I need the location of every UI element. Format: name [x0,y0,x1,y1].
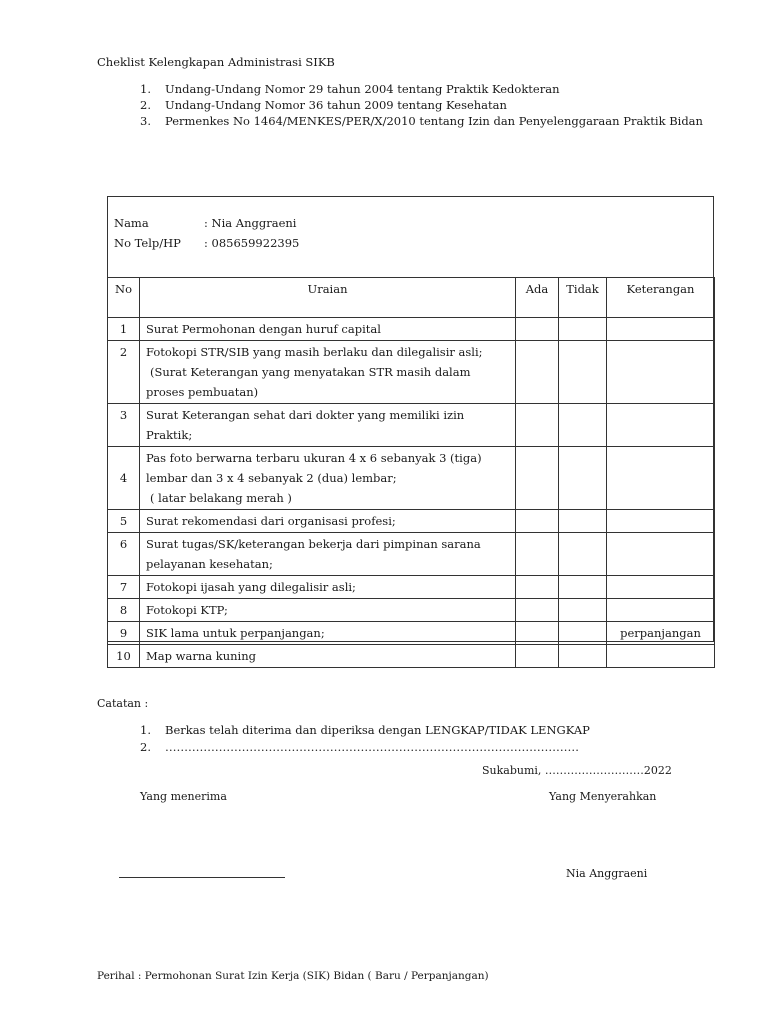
table-row [108,318,715,341]
name-value: : Nia Anggraeni [204,216,297,230]
row-keterangan [607,599,715,622]
row-number: 9 [108,622,140,645]
tidak-checkbox-cell[interactable] [559,341,607,404]
regulation-item [140,113,710,129]
ada-checkbox-cell[interactable] [516,599,559,622]
table-row [108,341,715,404]
description-line: lembar dan 3 x 4 sebanyak 2 (dua) lembar; [146,471,397,485]
note-item [140,722,590,739]
row-keterangan [607,533,715,576]
tidak-checkbox-cell[interactable] [559,645,607,668]
description-line: Fotokopi ijasah yang dilegalisir asli; [146,580,356,594]
row-keterangan [607,318,715,341]
row-keterangan [607,576,715,599]
description-line: Fotokopi STR/SIB yang masih berlaku dan dilegalisir asli; [146,345,483,359]
description-line: Surat rekomendasi dari organisasi profesi; [146,514,396,528]
tidak-checkbox-cell[interactable] [559,576,607,599]
place-date: Sukabumi, ………………………2022 [482,764,672,777]
receiver-label: Yang menerima [140,790,227,803]
name-label: Nama [114,216,149,230]
table-row [108,447,715,510]
row-description [140,341,516,404]
note-number: 2. [140,740,151,754]
ada-checkbox-cell[interactable] [516,447,559,510]
table-row [108,404,715,447]
row-description [140,510,516,533]
phone-label: No Telp/HP [114,236,181,250]
table-header-row [108,278,715,318]
phone-value: : 085659922395 [204,236,300,250]
regulation-item [140,97,710,113]
row-keterangan [607,341,715,404]
row-description [140,404,516,447]
ada-checkbox-cell[interactable] [516,576,559,599]
regulation-item [140,81,710,97]
regulation-text: Permenkes No 1464/MENKES/PER/X/2010 tentang Izin dan Penyelenggaraan Praktik Bidan [165,114,703,128]
description-line: Surat Keterangan sehat dari dokter yang memiliki izin [146,408,465,422]
description-line: Map warna kuning [146,649,256,663]
description-line: ( latar belakang merah ) [150,491,292,505]
row-description [140,447,516,510]
checklist-box [107,196,714,663]
row-keterangan [607,645,715,668]
row-description [140,599,516,622]
row-number: 6 [108,533,140,576]
row-keterangan [607,510,715,533]
tidak-checkbox-cell[interactable] [559,533,607,576]
tidak-checkbox-cell[interactable] [559,318,607,341]
ada-checkbox-cell[interactable] [516,404,559,447]
row-description [140,533,516,576]
footer-subject: Perihal : Permohonan Surat Izin Kerja (SIK) Bidan ( Baru / Perpanjangan) [97,970,489,982]
regulation-list [140,81,710,129]
description-line: proses pembuatan) [146,385,259,399]
regulation-number: 3. [140,114,151,128]
notes-list [140,722,590,756]
regulation-text: Undang-Undang Nomor 29 tahun 2004 tentang Praktik Kedokteran [165,82,560,96]
header-ada: Ada [516,278,559,318]
description-line: Surat Permohonan dengan huruf capital [146,322,381,336]
table-row [108,645,715,668]
note-text: Berkas telah diterima dan diperiksa dengan LENGKAP/TIDAK LENGKAP [165,723,590,737]
applicant-phone-row [114,236,299,250]
description-line: pelayanan kesehatan; [146,557,273,571]
submitter-label: Yang Menyerahkan [549,790,657,803]
row-number: 5 [108,510,140,533]
row-number: 1 [108,318,140,341]
note-item [140,739,590,756]
ada-checkbox-cell[interactable] [516,622,559,645]
regulation-number: 1. [140,82,151,96]
header-no: No [108,278,140,318]
row-description [140,645,516,668]
header-keterangan: Keterangan [607,278,715,318]
description-line: SIK lama untuk perpanjangan; [146,626,325,640]
regulation-text: Undang-Undang Nomor 36 tahun 2009 tentang Kesehatan [165,98,507,112]
ada-checkbox-cell[interactable] [516,645,559,668]
table-row [108,510,715,533]
table-row [108,622,715,645]
row-number: 3 [108,404,140,447]
row-description [140,318,516,341]
row-description [140,576,516,599]
tidak-checkbox-cell[interactable] [559,447,607,510]
checklist-table [107,277,715,668]
table-row [108,533,715,576]
notes-label: Catatan : [97,697,149,710]
regulation-number: 2. [140,98,151,112]
ada-checkbox-cell[interactable] [516,533,559,576]
ada-checkbox-cell[interactable] [516,341,559,404]
applicant-name-row [114,216,296,230]
header-tidak: Tidak [559,278,607,318]
description-line: Pas foto berwarna terbaru ukuran 4 x 6 sebanyak 3 (tiga) [146,451,482,465]
row-description [140,622,516,645]
note-number: 1. [140,723,151,737]
row-keterangan [607,404,715,447]
tidak-checkbox-cell[interactable] [559,510,607,533]
row-number: 10 [108,645,140,668]
receiver-signature-line [119,877,285,878]
tidak-checkbox-cell[interactable] [559,622,607,645]
row-number: 2 [108,341,140,404]
row-keterangan [607,447,715,510]
ada-checkbox-cell[interactable] [516,318,559,341]
row-number: 4 [108,447,140,510]
note-text: ……………………………………………………………………………………………… [165,740,579,754]
document-title: Cheklist Kelengkapan Administrasi SIKB [97,55,335,69]
row-number: 8 [108,599,140,622]
row-keterangan: perpanjangan [607,622,715,645]
submitter-name: Nia Anggraeni [566,867,648,880]
description-line: Surat tugas/SK/keterangan bekerja dari pimpinan sarana [146,537,481,551]
description-line: (Surat Keterangan yang menyatakan STR masih dalam [150,365,471,379]
header-uraian: Uraian [140,278,516,318]
description-line: Praktik; [146,428,193,442]
ada-checkbox-cell[interactable] [516,510,559,533]
description-line: Fotokopi KTP; [146,603,228,617]
table-row [108,599,715,622]
tidak-checkbox-cell[interactable] [559,599,607,622]
row-number: 7 [108,576,140,599]
tidak-checkbox-cell[interactable] [559,404,607,447]
table-row [108,576,715,599]
